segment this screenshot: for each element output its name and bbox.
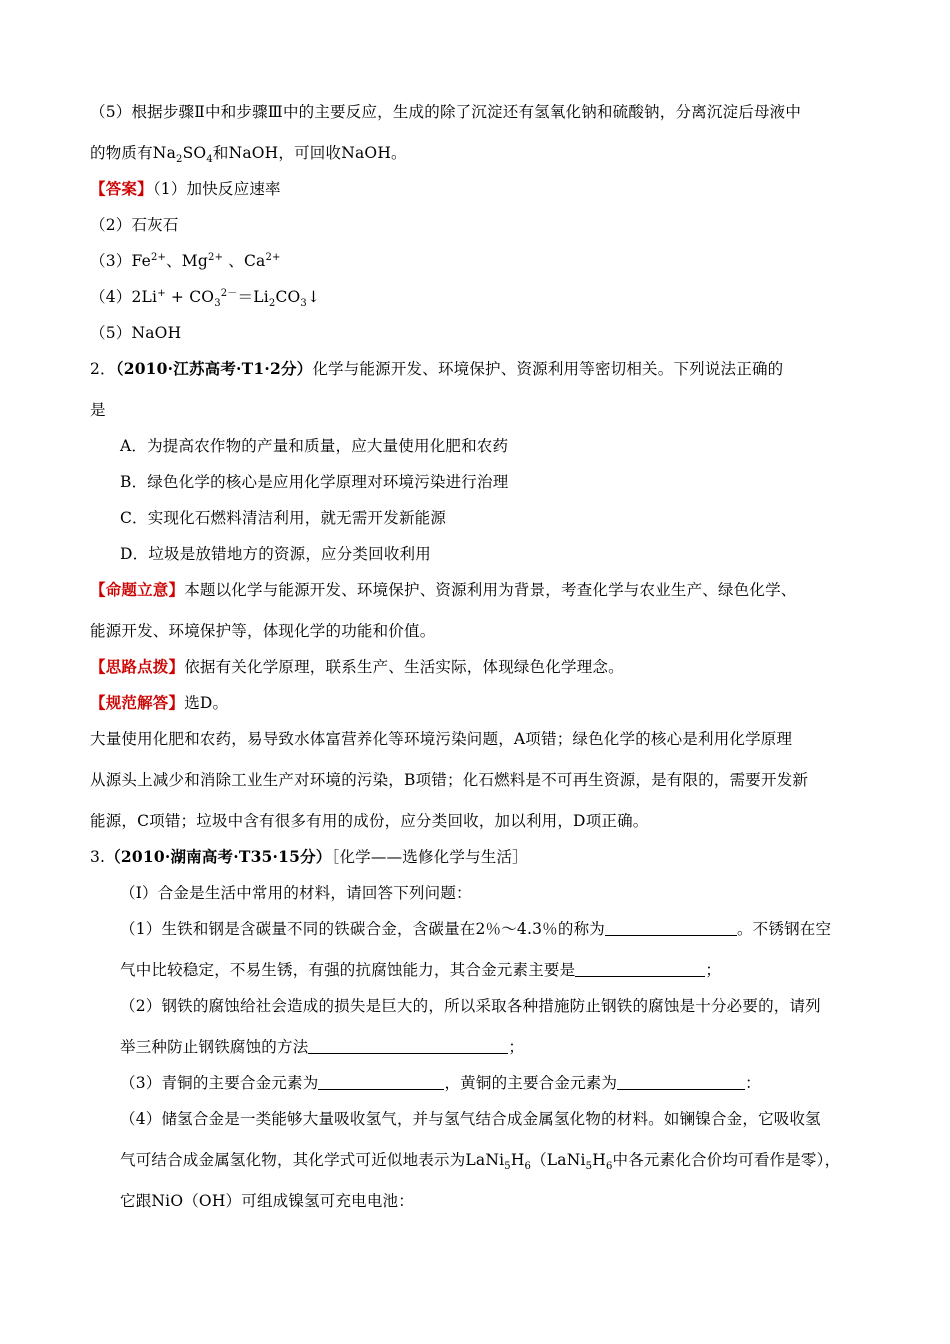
q2-explain-line2: 从源头上减少和消除工业生产对环境的污染，B项错；化石燃料是不可再生资源，是有限的，需要开发新: [90, 771, 809, 789]
q3-sub2-line2: 举三种防止钢铁腐蚀的方法 ；: [120, 1038, 525, 1056]
q2-explain-line3: 能源，C项错；垃圾中含有很多有用的成份，应分类回收，加以利用，D项正确。: [90, 812, 649, 830]
q2-explain-line1: 大量使用化肥和农药，易导致水体富营养化等环境污染问题，A项错；绿色化学的核心是利用化学原理: [90, 730, 793, 748]
answer-line3: $(3)Fe^{2+}$、$Mg^{2+}$ 、$Ca^{2+}$: [90, 251, 281, 270]
intent-tag: 【命题立意】: [90, 580, 185, 599]
solve-tag: 【规范解答】: [90, 693, 185, 712]
q2-intent-line1: 【命题立意】本题以化学与能源开发、环境保护、资源利用为背景，考查化学与农业生产、绿色化学、: [90, 580, 797, 599]
q2-intent-line2: 能源开发、环境保护等，体现化学的功能和价值。: [90, 622, 436, 640]
q3-sub1-line2: 气中比较稳定，不易生锈，有强的抗腐蚀能力，其合金元素主要是 ；: [120, 961, 722, 979]
q3-sub4-line2: 气可结合成金属氢化物，其化学式可近似地表示为$LaNi_5H_6(LaNi_5H_6$中各元素化合价均可看作是零），: [120, 1151, 841, 1173]
answer-blank: [605, 920, 737, 936]
q3-sub2-line1: （2）钢铁的腐蚀给社会造成的损失是巨大的，所以采取各种措施防止钢铁的腐蚀是十分必要的，请列: [120, 997, 821, 1015]
q2-option-c: C．实现化石燃料清洁利用，就无需开发新能源: [120, 509, 447, 527]
q3-source: （2010·湖南高考·T35·15分）: [105, 847, 332, 866]
q2-option-d: D．垃圾是放错地方的资源，应分类回收利用: [120, 545, 431, 563]
q3-header-line: 3.（2010·湖南高考·T35·15分）［化学——选修化学与生活］: [90, 847, 528, 866]
q2-option-a: A．为提高农作物的产量和质量，应大量使用化肥和农药: [120, 437, 509, 455]
answer-line1: 【答案】（1）加快反应速率: [90, 179, 281, 198]
q3-sub4-line1: （4）储氢合金是一类能够大量吸收氢气，并与氢气结合成金属氢化物的材料。如镧镍合金，它吸收氢: [120, 1110, 821, 1128]
q2-stem-line2: 是: [90, 401, 106, 419]
q3-number: 3.: [90, 848, 106, 866]
answer-line4: $(4)2Li^+ + CO_3^{2-}=Li_2CO_3↓$: [90, 287, 321, 310]
q3-sub3-line: （3）青铜的主要合金元素为 ，黄铜的主要合金元素为 ：: [120, 1074, 761, 1092]
q2-hint-line: 【思路点拨】依据有关化学原理，联系生产、生活实际，体现绿色化学理念。: [90, 657, 624, 676]
q3-part1: （Ⅰ）合金是生活中常用的材料，请回答下列问题：: [120, 884, 472, 902]
answer-blank: [617, 1074, 745, 1090]
q2-source: （2010·江苏高考·T1·2分）: [115, 359, 313, 378]
q3-sub4-line3: 它跟NiO（OH）可组成镍氢可充电电池：: [120, 1192, 414, 1210]
answer-blank: [308, 1038, 508, 1054]
prev-step5-line2: 的物质有$Na_2SO_4$和NaOH，可回收NaOH。: [90, 144, 407, 166]
q2-option-b: B．绿色化学的核心是应用化学原理对环境污染进行治理: [120, 473, 509, 491]
answer-tag: 【答案】: [90, 179, 153, 198]
prev-step5-line1: （5）根据步骤Ⅱ中和步骤Ⅲ中的主要反应，生成的除了沉淀还有氢氧化钠和硫酸钠，分离沉淀后母液中: [90, 103, 802, 121]
answer-line5: （5）NaOH: [90, 324, 182, 342]
answer-line2: （2）石灰石: [90, 216, 179, 234]
answer-blank: [318, 1074, 444, 1090]
q2-stem-line1: 2．（2010·江苏高考·T1·2分）化学与能源开发、环境保护、资源利用等密切相关。下列说法正确的: [90, 359, 784, 378]
hint-tag: 【思路点拨】: [90, 657, 185, 676]
q2-number: 2．: [90, 360, 116, 378]
q2-solve-line: 【规范解答】选D。: [90, 693, 229, 712]
q3-sub1-line1: （1）生铁和钢是含碳量不同的铁碳合金，含碳量在2％～4.3％的称为 。不锈钢在空: [120, 920, 832, 938]
answer-blank: [575, 961, 705, 977]
